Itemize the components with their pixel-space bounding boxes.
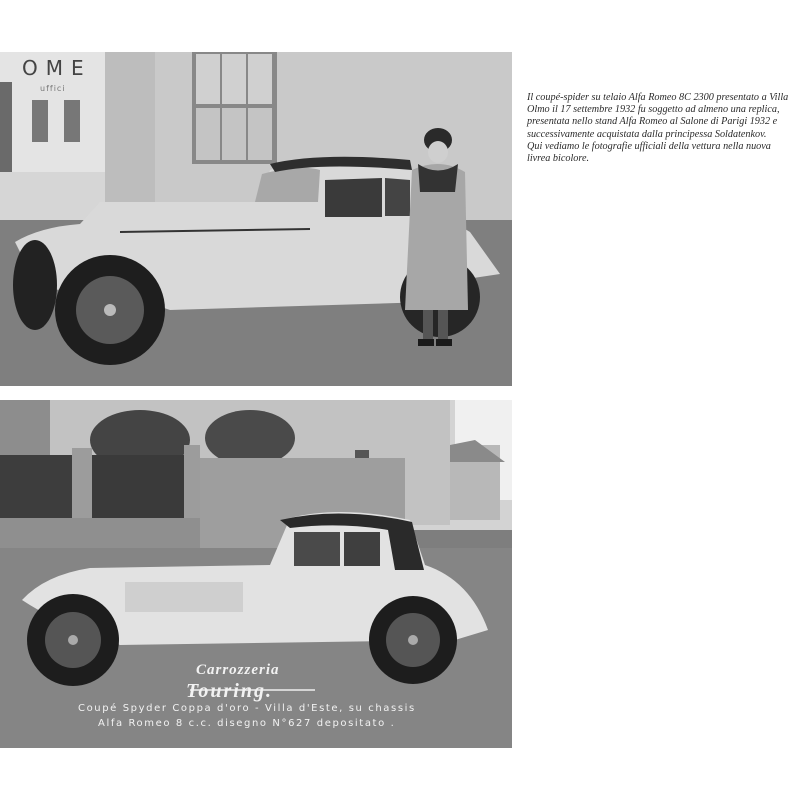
inscription-line1: Coupé Spyder Coppa d'oro - Villa d'Este, su chassis (78, 703, 416, 714)
inscription-brand-line1: Carrozzeria (196, 662, 280, 678)
wall-sign-text: OME (22, 56, 92, 80)
inscription-line2: Alfa Romeo 8 c.c. disegno N°627 depositato . (98, 718, 396, 729)
photo-bottom-car-profile (0, 400, 512, 748)
wall-sign-subtext: uffici (40, 84, 66, 93)
photo-caption (527, 92, 789, 165)
caption-paragraph-2: Qui vediamo le fotografie ufficiali della vettura nella nuova livrea bicolore. (527, 140, 771, 165)
inscription-brand-line2: Touring. (186, 680, 273, 702)
photo-top-image (0, 52, 512, 386)
caption-paragraph-1: Il coupé-spider su telaio Alfa Romeo 8C 2300 presentato a Villa Olmo il 17 settembre 1932 fu soggetto ad almeno una replica, presentata nello stand Alfa Romeo al Salone di Parigi 1932 e successivamente acquistata dalla principessa Soldatenkov. (527, 92, 789, 140)
photo-top-car-with-woman (0, 52, 512, 386)
